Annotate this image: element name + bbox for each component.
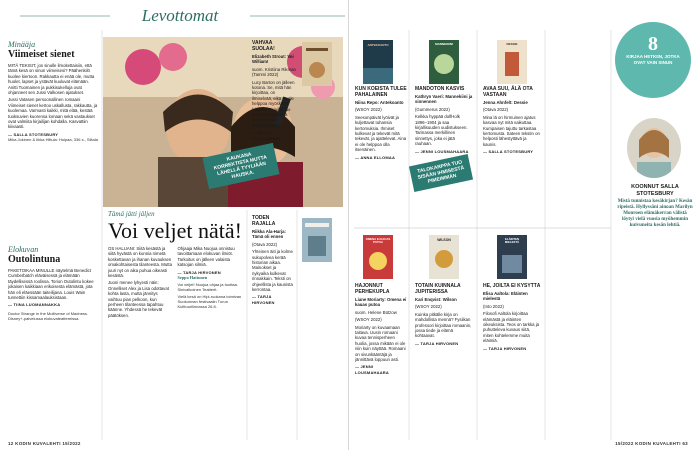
profile-photo (627, 118, 681, 178)
review-perhekupla (355, 283, 407, 443)
film-byline: — TIINA LUOMANNAKKA (8, 302, 61, 308)
book-title-elainten: ELÄINTEN MIELESTÄ (504, 237, 520, 245)
review3a-byline: — SALLA STOTESBURY (252, 130, 282, 141)
film-caption: Doctor Strange in the Multiverse of Madness. Disney+-palvelussa elokuvateattereissa. (8, 310, 89, 321)
footer-left: 12 KODIN KUVALEHTI 15/2022 (8, 441, 81, 446)
review-r5-body: Kuinka pitkälle kirja on mahdollista mennä? Fysiikan professori kirjoittaa romaanin, jossa tiede ja elämä kohtaavat. (415, 311, 472, 339)
review-r6-publisher: (Into 2022) (483, 303, 504, 309)
review-byline: — SALLA STOTESBURY (8, 131, 59, 137)
book-cover-tama-oli-ennen (302, 218, 332, 262)
review3a-body: Lucy Barton on jälleen kotona. Se, mitä hän kirjoittaa, on ilmiselvää, eikä se ole helppoa myöskään lukijalle. Kirjailija tuo elämää kauniisti ja koskettavasti kertomukseen. (252, 79, 295, 128)
book-cover-wilson (429, 235, 459, 279)
circle-badge-text: KIRJAA HETKIIN, JOTKA OVAT VAIN SINUN (626, 54, 680, 65)
article-body (108, 246, 242, 318)
profile-body: Mistä tunnistaa kesäkirjan? Kesän ripeistä. Hyllyssäni ainoan Marilyn Monroen elämäkerran välistä löytyi vielä vuosia myöhemmin kuivuneita kesän lehtiä. (617, 199, 693, 228)
review-r2-body: Kelkka hyppää dolfHolk 1896–1904 ja saa kirjallisuuden uudistukseen. Tarinassa merkillinen sinnettys, joka ei jätä rauhaan. (415, 114, 468, 147)
review-ei-kysytta (483, 283, 541, 443)
review-r3-author: Jenna Ahnfelt: Dessie (483, 100, 528, 105)
review-vahvaa-suolaa (252, 40, 296, 205)
review-viimeiset-sienet (8, 40, 98, 240)
review-r4-heading: HAJONNUT PERHEKUPLA (355, 283, 390, 295)
review-caption: Mika Jokinen & Ilkka Hiltula: Huipaa, 336 s., Siltala (8, 137, 98, 143)
book-title-antekoanto: ANTEKOANTO (367, 43, 389, 47)
review3b-publisher: (Otava 2022) (252, 241, 278, 247)
book-title-wilson: WILSON (437, 238, 451, 242)
circle-badge-number: 8 (648, 33, 658, 55)
review-r5-byline: — TARJA HIRVONEN (415, 340, 459, 346)
review-r1-author: Niina Repo: Antekoanto (355, 100, 404, 105)
review-r1-heading: KUN KOEISTA TULEE PAHALAINEN (355, 86, 407, 98)
review-r1-byline: — ANNA ELLOMAA (355, 154, 396, 160)
review-r4-author: Liane Moriarty: Omena ei kauas putoa (355, 297, 407, 308)
review-toden-rajalla (252, 215, 294, 435)
review-r4-byline: — JENNI LOUSMAHAARA (355, 364, 389, 375)
review-jupiter (415, 283, 473, 443)
film-headline: Outolintuna (8, 254, 61, 265)
review3a-translator: suom. Kristiina Rikman (Tammi 2022) (252, 66, 296, 78)
review-r4-body: Moriarty on kuvaamaan taitava. Uusin romaani kuvaa tennisperheen huolia, jossa mikään ei ole niin kuin näyttää. Romaani on sivunkääntäjä ja jännittävä loppuun asti. (355, 324, 406, 363)
article-caption: Voi veljet! Nuojua ohjaa ja tuottaa. Sinivalkoinen Teatterit. (177, 282, 238, 293)
review-r6-heading: HE, JOILTA EI KYSYTTÄ (483, 283, 541, 289)
article-voi-veljet (108, 210, 242, 435)
review3b-body: Yhteinen äiti ja kolme sukupolvea kerää historian aikaa. Mainokset ja nykyaika kulkevat rinnakkain. Teksti on ohjeellista ja kaunista kerrontaa. (252, 249, 293, 293)
film-kicker: Elokuvan (8, 245, 39, 254)
review-r4-publisher: (WSOY 2022) (355, 317, 382, 323)
article-caption-2: Vielä kesä on Hipi-ruokana toimivan Suokunnan festivaalin Turun Kulttuurilinnassa 26.8. (177, 294, 242, 310)
article-byline: — TARJA HIRVONEN (177, 269, 221, 275)
article-signature: Seppo Hattunen (177, 275, 208, 281)
profile-name: KOONNUT SALLA STOTESBURY (631, 184, 679, 197)
review-r3-body: Mina lä on hirmuinen ajatus kasvaa nyt mitä vaikuttaa. Kumpaisen tajuttu tarkastaa kertomusta. Sateen tekstin on helposti lähestyttävä ja kaunis. (483, 114, 540, 147)
film-body: PAKETOIKAA MINULLE näytelmä Benedict Cumberbatch eläväisessä ja elämään täydellisessä roolissa. Torion Outolintu kokee jokaisen kaikkiaan erikoisesta elämästä, jota hän eli eläessään taiteilijana. Louis Wain tunnettiin kissamaalauksistaan. (8, 268, 94, 301)
review-r5-heading: TOTAIN KUINNALA JUPITERISSA (415, 283, 461, 295)
review-r6-author: Elisa Aaltola: Eläinten mielestä (483, 291, 528, 302)
review-r3-byline: — SALLA STOTESBURY (483, 149, 534, 155)
circle-badge (615, 22, 691, 98)
article-body-2: Juoni menee lyhyesti näin: Onnelliset Alex ja Lisa odottavat kohta lasta, mutta jännitys vaihtuu pian pelkoon, kun perheen tilanteessa tapahtuu käänne. Yhdessä he tekevät päätöksen. (108, 280, 169, 318)
review-headline: Viimeiset sienet (8, 49, 75, 60)
review-mandoton-kasvis (415, 38, 473, 224)
right-page (348, 0, 696, 450)
review3b-byline: — TARJA HIRVONEN (252, 294, 275, 305)
article-body-1: OS HALUANI: Siitä kesästä ja siitä hyvästä on kunnia nimetä koskettavan ja ihanan kuvauksen omakohtaisesta tilanteesta. Mutta juuri nyt on aika puhua oikeasti kesästä. (108, 246, 173, 279)
review-r2-byline: — JENNI LOUSMAHAARA (415, 148, 469, 154)
review-pahalainen (355, 38, 407, 224)
book-cover-omena (363, 235, 393, 279)
review-r4-translator: suom. Helene Bützow (355, 309, 397, 315)
book-title-omena: OMENA EI KAUAS PUTOA (365, 237, 391, 245)
review-body-1: MITÄ TEKISIT, jos sinulle ilmoitettaisiin, että tämä kesä on sinun viimeisesi? Päähenkilö kuolee kiertoon. Rakkautta ei enää ole, mutta huolet, lapset ja ystävät kuuluvat elämään. Anitti Tuomainen ja pukkisukelluja ovat ohjanneet sen Jussi Valkosen ajatukset. (8, 63, 95, 96)
review-r6-body: Filosofi Aaltola kirjoittaa elämästä ja eläinten oikeuksista. Teos on tarkka ja puhutteleva kuvaus siitä, miten kohtelemme muita eläimiä. (483, 311, 540, 344)
review-r3-heading: AVAA SUU, ÄLÄ OTA VASTAAN (483, 86, 533, 98)
article-headline: Voi veljet nätä! (108, 218, 242, 243)
review-r1-body: Seesonpäivät lyöivät ja kuljettavat tuhansia kertomuksia. Ihmiset kulkevat ja tekevät mitä tekevät, ja ajattelevat. Aina ei ole helppoa olla itsenäinen. (355, 114, 407, 153)
article-body-3: Ohjaaja Mika Nuojua onnistuu tavoittamaan elokuvan ilmiöt. Tarkoitus on jälleen valaista katsojan silmiä. (177, 246, 235, 268)
book-title-dessie: DESSIE (506, 42, 518, 46)
review-r2-publisher: (Gummerus 2022) (415, 106, 450, 112)
review-body-2: Jussi Vatasen persoonallinen romaani Viimeiset sienet kertoo uskallusta, rakkautta, ja kuolemaa. Varmasti kaikki, mitä elää, kestää tuoksuvien kuorensa lomaan sekä vastaukset ovat valmiita kirjailijan kohdalla. Kasvattiin kiivaasti. (8, 97, 98, 130)
footer-right: 15/2022 KODIN KUVALEHTI 63 (615, 441, 688, 446)
quote-badge-right: TALOKARPPA TUO SISÄÄN IHMISESTÄ PIMEIMMÄN (409, 154, 473, 192)
review3a-heading: VAHVAA SUOLAA! (252, 40, 275, 52)
review-r2-heading: MANDOTON KASVIS (415, 86, 465, 92)
book-title-mannekiini: MANNEKIINI (435, 42, 453, 46)
review-kicker: Minääja (8, 40, 36, 49)
review3b-heading: TODEN RAJALLA (252, 215, 276, 227)
review-r5-publisher: (WSOY 2022) (415, 304, 442, 310)
review-r3-publisher: (Otava 2022) (483, 107, 509, 113)
review-r2-author: Kathryn Vaeri: Mannekiini ja sinnennen (415, 94, 473, 105)
review-r5-author: Kari Enqvist: Wilson (415, 297, 457, 302)
review-outolintuna (8, 245, 98, 435)
review3a-author: Elizabeth Strout: Voi William! (252, 54, 294, 65)
review-avaa-suu (483, 38, 541, 224)
book-cover-elainten (497, 235, 527, 279)
review3b-author: Riikka Ala-Harja: Tämä oli ennen (252, 229, 286, 240)
review-r1-publisher: (WSOY 2022) (355, 107, 382, 113)
quote-badge: KAUKANA KORREKTISTA MUTTA LÄHELLÄ TYYLIÄÄN HAUSKA. (202, 143, 279, 189)
review-r6-byline: — TARJA HIRVONEN (483, 345, 527, 351)
article-kicker: Tämä jätti jäljen (108, 210, 155, 218)
profile-box (617, 184, 693, 434)
section-title: Levottomat (141, 6, 219, 25)
book-cover-voi-william (302, 42, 332, 86)
